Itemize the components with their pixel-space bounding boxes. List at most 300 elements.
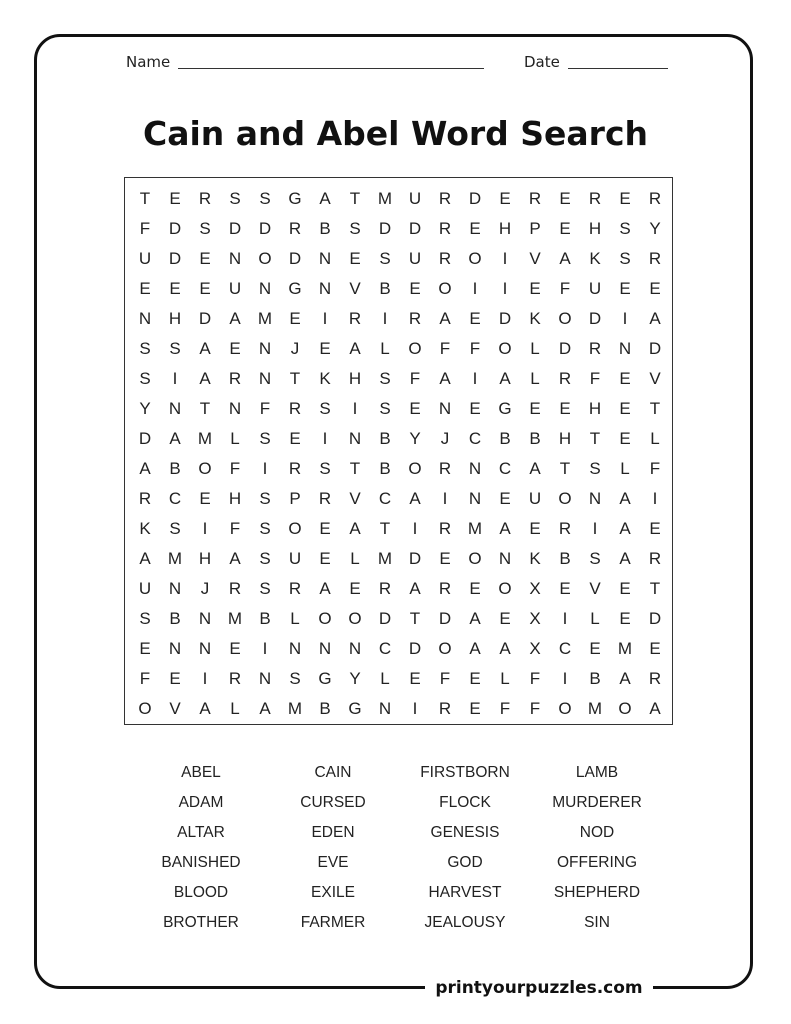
grid-letter[interactable]: K <box>529 309 541 328</box>
grid-letter[interactable]: E <box>619 429 631 448</box>
grid-letter[interactable]: B <box>169 459 181 478</box>
grid-letter[interactable]: U <box>408 189 422 208</box>
grid-letter[interactable]: G <box>348 699 362 718</box>
grid-letter[interactable]: E <box>319 549 331 568</box>
grid-letter[interactable]: I <box>322 429 328 448</box>
grid-letter[interactable]: D <box>258 219 272 238</box>
grid-letter[interactable]: Y <box>139 399 151 418</box>
grid-letter[interactable]: E <box>469 399 481 418</box>
grid-letter[interactable]: D <box>228 219 242 238</box>
grid-letter[interactable]: I <box>652 489 658 508</box>
grid-letter[interactable]: T <box>409 609 421 628</box>
grid-letter[interactable]: U <box>138 579 152 598</box>
grid-letter[interactable]: C <box>498 459 512 478</box>
grid-letter[interactable]: N <box>618 339 632 358</box>
grid-letter[interactable]: D <box>408 219 422 238</box>
grid-letter[interactable]: X <box>529 639 541 658</box>
grid-letter[interactable]: I <box>562 609 568 628</box>
grid-letter[interactable]: O <box>408 459 422 478</box>
grid-letter[interactable]: A <box>199 339 211 358</box>
grid-letter[interactable]: R <box>528 189 542 208</box>
grid-letter[interactable]: A <box>229 549 241 568</box>
grid-letter[interactable]: B <box>589 669 601 688</box>
grid-letter[interactable]: R <box>228 369 242 388</box>
grid-letter[interactable]: S <box>619 219 631 238</box>
grid-letter[interactable]: R <box>438 219 452 238</box>
grid-letter[interactable]: B <box>499 429 511 448</box>
grid-letter[interactable]: V <box>589 579 601 598</box>
grid-letter[interactable]: A <box>319 189 331 208</box>
grid-letter[interactable]: S <box>259 549 271 568</box>
grid-letter[interactable]: A <box>229 309 241 328</box>
grid-letter[interactable]: E <box>499 489 511 508</box>
grid-letter[interactable]: M <box>377 189 393 208</box>
grid-letter[interactable]: N <box>288 639 302 658</box>
grid-letter[interactable]: A <box>499 519 511 538</box>
grid-letter[interactable]: D <box>558 339 572 358</box>
grid-letter[interactable]: E <box>649 639 661 658</box>
grid-letter[interactable]: S <box>139 369 151 388</box>
date-field[interactable] <box>568 68 668 69</box>
grid-letter[interactable]: L <box>530 369 540 388</box>
grid-letter[interactable]: E <box>469 699 481 718</box>
grid-letter[interactable]: N <box>168 579 182 598</box>
grid-letter[interactable]: E <box>289 309 301 328</box>
grid-letter[interactable]: K <box>589 249 601 268</box>
grid-letter[interactable]: M <box>257 309 273 328</box>
grid-letter[interactable]: N <box>258 339 272 358</box>
grid-letter[interactable]: M <box>587 699 603 718</box>
grid-letter[interactable]: I <box>412 519 418 538</box>
grid-letter[interactable]: N <box>258 369 272 388</box>
grid-letter[interactable]: E <box>529 519 541 538</box>
grid-letter[interactable]: N <box>348 429 362 448</box>
grid-letter[interactable]: R <box>588 189 602 208</box>
grid-letter[interactable]: M <box>377 549 393 568</box>
grid-letter[interactable]: S <box>319 399 331 418</box>
grid-letter[interactable]: A <box>169 429 181 448</box>
grid-letter[interactable]: F <box>649 459 661 478</box>
grid-letter[interactable]: C <box>378 489 392 508</box>
grid-letter[interactable]: E <box>499 189 511 208</box>
grid-letter[interactable]: R <box>438 579 452 598</box>
grid-letter[interactable]: O <box>618 699 632 718</box>
grid-letter[interactable]: S <box>199 219 211 238</box>
grid-letter[interactable]: H <box>588 399 602 418</box>
grid-letter[interactable]: F <box>499 699 511 718</box>
grid-letter[interactable]: U <box>138 249 152 268</box>
grid-letter[interactable]: O <box>438 279 452 298</box>
grid-letter[interactable]: A <box>649 309 661 328</box>
grid-letter[interactable]: B <box>379 279 391 298</box>
grid-letter[interactable]: R <box>378 579 392 598</box>
grid-letter[interactable]: P <box>289 489 301 508</box>
grid-letter[interactable]: T <box>379 519 391 538</box>
grid-letter[interactable]: E <box>469 579 481 598</box>
grid-letter[interactable]: O <box>498 339 512 358</box>
grid-letter[interactable]: F <box>439 669 451 688</box>
grid-letter[interactable]: C <box>468 429 482 448</box>
grid-letter[interactable]: N <box>348 639 362 658</box>
grid-letter[interactable]: E <box>559 579 571 598</box>
grid-letter[interactable]: M <box>287 699 303 718</box>
grid-letter[interactable]: G <box>498 399 512 418</box>
grid-letter[interactable]: N <box>228 249 242 268</box>
grid-letter[interactable]: R <box>648 669 662 688</box>
grid-letter[interactable]: I <box>172 369 178 388</box>
grid-letter[interactable]: R <box>648 549 662 568</box>
grid-letter[interactable]: T <box>649 579 661 598</box>
grid-letter[interactable]: I <box>472 369 478 388</box>
grid-letter[interactable]: A <box>649 699 661 718</box>
grid-letter[interactable]: A <box>199 369 211 388</box>
grid-letter[interactable]: O <box>138 699 152 718</box>
grid-letter[interactable]: H <box>558 429 572 448</box>
grid-letter[interactable]: D <box>168 249 182 268</box>
grid-letter[interactable]: S <box>259 579 271 598</box>
grid-letter[interactable]: L <box>350 549 360 568</box>
grid-letter[interactable]: Y <box>649 219 661 238</box>
grid-letter[interactable]: D <box>408 639 422 658</box>
grid-letter[interactable]: D <box>588 309 602 328</box>
grid-letter[interactable]: N <box>168 399 182 418</box>
grid-letter[interactable]: I <box>442 489 448 508</box>
grid-letter[interactable]: O <box>408 339 422 358</box>
grid-letter[interactable]: E <box>529 279 541 298</box>
grid-letter[interactable]: A <box>439 369 451 388</box>
grid-letter[interactable]: S <box>379 369 391 388</box>
grid-letter[interactable]: D <box>378 609 392 628</box>
grid-letter[interactable]: A <box>409 579 421 598</box>
grid-letter[interactable]: B <box>319 219 331 238</box>
grid-letter[interactable]: N <box>468 459 482 478</box>
grid-letter[interactable]: I <box>382 309 388 328</box>
grid-letter[interactable]: A <box>259 699 271 718</box>
grid-letter[interactable]: O <box>348 609 362 628</box>
grid-letter[interactable]: B <box>379 459 391 478</box>
grid-letter[interactable]: E <box>199 249 211 268</box>
grid-letter[interactable]: C <box>378 639 392 658</box>
grid-letter[interactable]: D <box>408 549 422 568</box>
grid-letter[interactable]: F <box>529 669 541 688</box>
grid-letter[interactable]: A <box>619 669 631 688</box>
grid-letter[interactable]: N <box>228 399 242 418</box>
grid-letter[interactable]: S <box>139 339 151 358</box>
grid-letter[interactable]: R <box>438 189 452 208</box>
grid-letter[interactable]: V <box>349 489 361 508</box>
grid-letter[interactable]: I <box>352 399 358 418</box>
grid-letter[interactable]: G <box>288 189 302 208</box>
grid-letter[interactable]: A <box>529 459 541 478</box>
grid-letter[interactable]: I <box>592 519 598 538</box>
grid-letter[interactable]: E <box>589 639 601 658</box>
grid-letter[interactable]: D <box>648 609 662 628</box>
grid-letter[interactable]: C <box>558 639 572 658</box>
grid-letter[interactable]: E <box>439 549 451 568</box>
grid-letter[interactable]: D <box>468 189 482 208</box>
grid-letter[interactable]: N <box>438 399 452 418</box>
grid-letter[interactable]: V <box>349 279 361 298</box>
grid-letter[interactable]: O <box>558 489 572 508</box>
grid-letter[interactable]: R <box>228 579 242 598</box>
grid-letter[interactable]: G <box>318 669 332 688</box>
grid-letter[interactable]: I <box>202 669 208 688</box>
grid-letter[interactable]: K <box>319 369 331 388</box>
grid-letter[interactable]: B <box>319 699 331 718</box>
grid-letter[interactable]: R <box>438 249 452 268</box>
grid-letter[interactable]: S <box>259 429 271 448</box>
grid-letter[interactable]: A <box>469 609 481 628</box>
grid-letter[interactable]: R <box>408 309 422 328</box>
grid-letter[interactable]: L <box>290 609 300 628</box>
grid-letter[interactable]: R <box>558 519 572 538</box>
grid-letter[interactable]: E <box>559 399 571 418</box>
grid-letter[interactable]: A <box>349 519 361 538</box>
grid-letter[interactable]: E <box>139 279 151 298</box>
grid-letter[interactable]: B <box>529 429 541 448</box>
grid-letter[interactable]: T <box>199 399 211 418</box>
grid-letter[interactable]: R <box>648 249 662 268</box>
grid-letter[interactable]: A <box>139 549 151 568</box>
grid-letter[interactable]: F <box>139 669 151 688</box>
grid-letter[interactable]: E <box>649 519 661 538</box>
grid-letter[interactable]: N <box>138 309 152 328</box>
grid-letter[interactable]: I <box>562 669 568 688</box>
grid-letter[interactable]: O <box>318 609 332 628</box>
grid-letter[interactable]: E <box>139 639 151 658</box>
grid-letter[interactable]: R <box>318 489 332 508</box>
grid-letter[interactable]: U <box>228 279 242 298</box>
grid-letter[interactable]: M <box>467 519 483 538</box>
grid-letter[interactable]: R <box>438 519 452 538</box>
grid-letter[interactable]: O <box>498 579 512 598</box>
grid-letter[interactable]: P <box>529 219 541 238</box>
grid-letter[interactable]: F <box>529 699 541 718</box>
grid-letter[interactable]: V <box>529 249 541 268</box>
grid-letter[interactable]: E <box>649 279 661 298</box>
grid-letter[interactable]: H <box>168 309 182 328</box>
grid-letter[interactable]: N <box>258 279 272 298</box>
grid-letter[interactable]: L <box>230 429 240 448</box>
grid-letter[interactable]: E <box>409 399 421 418</box>
grid-letter[interactable]: E <box>229 339 241 358</box>
grid-letter[interactable]: I <box>412 699 418 718</box>
grid-letter[interactable]: R <box>198 189 212 208</box>
grid-letter[interactable]: R <box>438 699 452 718</box>
grid-letter[interactable]: E <box>619 609 631 628</box>
grid-letter[interactable]: B <box>379 429 391 448</box>
grid-letter[interactable]: R <box>228 669 242 688</box>
grid-letter[interactable]: E <box>199 489 211 508</box>
grid-letter[interactable]: F <box>559 279 571 298</box>
grid-letter[interactable]: R <box>558 369 572 388</box>
grid-letter[interactable]: F <box>589 369 601 388</box>
grid-letter[interactable]: O <box>468 249 482 268</box>
grid-letter[interactable]: I <box>472 279 478 298</box>
grid-letter[interactable]: A <box>409 489 421 508</box>
grid-letter[interactable]: T <box>559 459 571 478</box>
grid-letter[interactable]: E <box>559 189 571 208</box>
grid-letter[interactable]: T <box>289 369 301 388</box>
grid-letter[interactable]: S <box>169 339 181 358</box>
grid-letter[interactable]: N <box>468 489 482 508</box>
grid-letter[interactable]: A <box>499 639 511 658</box>
grid-letter[interactable]: Y <box>409 429 421 448</box>
grid-letter[interactable]: R <box>138 489 152 508</box>
grid-letter[interactable]: Y <box>349 669 361 688</box>
grid-letter[interactable]: S <box>289 669 301 688</box>
grid-letter[interactable]: O <box>468 549 482 568</box>
grid-letter[interactable]: L <box>590 609 600 628</box>
grid-letter[interactable]: V <box>649 369 661 388</box>
grid-letter[interactable]: N <box>318 639 332 658</box>
grid-letter[interactable]: F <box>259 399 271 418</box>
grid-letter[interactable]: E <box>469 669 481 688</box>
grid-letter[interactable]: A <box>139 459 151 478</box>
grid-letter[interactable]: E <box>409 669 421 688</box>
grid-letter[interactable]: H <box>198 549 212 568</box>
grid-letter[interactable]: O <box>438 639 452 658</box>
grid-letter[interactable]: T <box>649 399 661 418</box>
grid-letter[interactable]: E <box>619 399 631 418</box>
grid-letter[interactable]: U <box>588 279 602 298</box>
grid-letter[interactable]: R <box>288 219 302 238</box>
grid-letter[interactable]: I <box>502 249 508 268</box>
grid-letter[interactable]: I <box>322 309 328 328</box>
grid-letter[interactable]: R <box>348 309 362 328</box>
name-field[interactable] <box>178 68 484 69</box>
grid-letter[interactable]: O <box>198 459 212 478</box>
grid-letter[interactable]: F <box>409 369 421 388</box>
grid-letter[interactable]: S <box>169 519 181 538</box>
grid-letter[interactable]: B <box>259 609 271 628</box>
grid-letter[interactable]: H <box>498 219 512 238</box>
grid-letter[interactable]: R <box>588 339 602 358</box>
grid-letter[interactable]: A <box>319 579 331 598</box>
grid-letter[interactable]: N <box>318 279 332 298</box>
grid-letter[interactable]: F <box>139 219 151 238</box>
grid-letter[interactable]: N <box>498 549 512 568</box>
grid-letter[interactable]: A <box>619 489 631 508</box>
grid-letter[interactable]: S <box>229 189 241 208</box>
grid-letter[interactable]: N <box>318 249 332 268</box>
grid-letter[interactable]: E <box>289 429 301 448</box>
grid-letter[interactable]: F <box>439 339 451 358</box>
grid-letter[interactable]: A <box>619 549 631 568</box>
grid-letter[interactable]: O <box>288 519 302 538</box>
grid-letter[interactable]: R <box>288 459 302 478</box>
grid-letter[interactable]: B <box>169 609 181 628</box>
grid-letter[interactable]: D <box>138 429 152 448</box>
grid-letter[interactable]: J <box>440 429 450 448</box>
grid-letter[interactable]: N <box>378 699 392 718</box>
grid-letter[interactable]: E <box>229 639 241 658</box>
grid-letter[interactable]: N <box>588 489 602 508</box>
grid-letter[interactable]: L <box>500 669 510 688</box>
grid-letter[interactable]: E <box>619 579 631 598</box>
grid-letter[interactable]: T <box>589 429 601 448</box>
grid-letter[interactable]: U <box>288 549 302 568</box>
grid-letter[interactable]: V <box>169 699 181 718</box>
grid-letter[interactable]: S <box>259 189 271 208</box>
grid-letter[interactable]: N <box>258 669 272 688</box>
grid-letter[interactable]: A <box>469 639 481 658</box>
grid-letter[interactable]: F <box>469 339 481 358</box>
grid-letter[interactable]: O <box>558 309 572 328</box>
grid-letter[interactable]: T <box>349 189 361 208</box>
grid-letter[interactable]: E <box>319 519 331 538</box>
grid-letter[interactable]: C <box>168 489 182 508</box>
grid-letter[interactable]: E <box>499 609 511 628</box>
grid-letter[interactable]: E <box>169 189 181 208</box>
grid-letter[interactable]: X <box>529 609 541 628</box>
grid-letter[interactable]: A <box>559 249 571 268</box>
grid-letter[interactable]: D <box>198 309 212 328</box>
grid-letter[interactable]: E <box>319 339 331 358</box>
grid-letter[interactable]: H <box>228 489 242 508</box>
grid-letter[interactable]: N <box>198 639 212 658</box>
grid-letter[interactable]: M <box>617 639 633 658</box>
grid-letter[interactable]: U <box>408 249 422 268</box>
grid-letter[interactable]: M <box>197 429 213 448</box>
grid-letter[interactable]: E <box>199 279 211 298</box>
grid-letter[interactable]: E <box>619 369 631 388</box>
grid-letter[interactable]: M <box>167 549 183 568</box>
grid-letter[interactable]: F <box>229 519 241 538</box>
grid-letter[interactable]: L <box>620 459 630 478</box>
grid-letter[interactable]: S <box>619 249 631 268</box>
grid-letter[interactable]: S <box>379 399 391 418</box>
grid-letter[interactable]: L <box>380 669 390 688</box>
grid-letter[interactable]: D <box>168 219 182 238</box>
grid-letter[interactable]: G <box>288 279 302 298</box>
grid-letter[interactable]: D <box>648 339 662 358</box>
grid-letter[interactable]: E <box>619 189 631 208</box>
grid-letter[interactable]: A <box>199 699 211 718</box>
grid-letter[interactable]: R <box>648 189 662 208</box>
grid-letter[interactable]: M <box>227 609 243 628</box>
grid-letter[interactable]: S <box>589 459 601 478</box>
grid-letter[interactable]: K <box>529 549 541 568</box>
grid-letter[interactable]: N <box>168 639 182 658</box>
grid-letter[interactable]: A <box>499 369 511 388</box>
grid-letter[interactable]: S <box>319 459 331 478</box>
grid-letter[interactable]: R <box>438 459 452 478</box>
grid-letter[interactable]: I <box>622 309 628 328</box>
grid-letter[interactable]: I <box>202 519 208 538</box>
grid-letter[interactable]: I <box>502 279 508 298</box>
grid-letter[interactable]: E <box>349 579 361 598</box>
grid-letter[interactable]: S <box>139 609 151 628</box>
grid-letter[interactable]: A <box>439 309 451 328</box>
grid-letter[interactable]: O <box>258 249 272 268</box>
grid-letter[interactable]: J <box>290 339 300 358</box>
grid-letter[interactable]: B <box>559 549 571 568</box>
grid-letter[interactable]: H <box>588 219 602 238</box>
grid-letter[interactable]: L <box>650 429 660 448</box>
grid-letter[interactable]: R <box>288 579 302 598</box>
grid-letter[interactable]: D <box>378 219 392 238</box>
grid-letter[interactable]: E <box>559 219 571 238</box>
grid-letter[interactable]: S <box>259 519 271 538</box>
grid-letter[interactable]: E <box>469 309 481 328</box>
grid-letter[interactable]: K <box>139 519 151 538</box>
grid-letter[interactable]: E <box>169 669 181 688</box>
grid-letter[interactable]: L <box>530 339 540 358</box>
grid-letter[interactable]: S <box>349 219 361 238</box>
grid-letter[interactable]: E <box>469 219 481 238</box>
grid-letter[interactable]: E <box>349 249 361 268</box>
